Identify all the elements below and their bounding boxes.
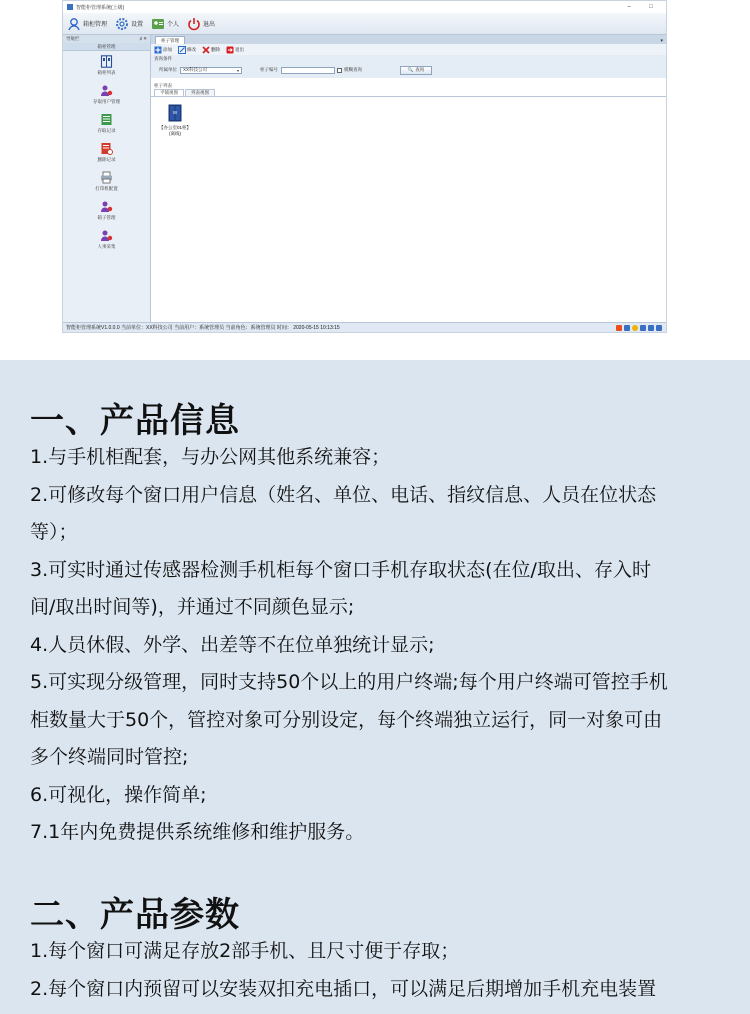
toolbar-personal-button[interactable] [151,17,179,31]
cabinet-tile[interactable] [155,104,195,137]
section1-line: 6.可视化，操作简单; [30,783,207,806]
toolbar-label: 设置 [131,22,144,28]
section1-line: 间/取出时间等)，并通过不同颜色显示; [30,596,355,618]
title-bar [63,1,666,13]
nav-item-printer-config[interactable] [63,167,150,196]
action-label: 添加 [163,46,172,52]
section1-line: 3.可实时通过传感器检测手机柜每个窗口手机存取状态(在位/取出、存入时 [30,558,651,581]
minimize-button[interactable]: – [627,4,631,10]
microphone-icon[interactable] [640,325,646,331]
action-label: 修改 [187,46,196,52]
nav-item-label: 箱柜列表 [97,70,116,75]
cabinet-tile-status: (离线) [169,131,181,136]
exit-button[interactable] [226,46,244,54]
nav-header-title: 导航栏 [66,36,80,41]
nav-item-box-manage[interactable] [63,196,150,225]
unit-label: 所属单位 [159,67,177,72]
section1-line: 7.1年内免费提供系统维修和维护服务。 [30,821,365,843]
section1-body [30,439,730,852]
toolbar-settings-button[interactable] [115,17,143,31]
cabinet-icon [100,55,113,68]
search-icon: 🔍 [407,67,414,72]
cabinet-user-icon [67,17,81,31]
tab-cabinet-manage[interactable]: 柜子管理 [155,36,185,44]
app-window [62,0,667,333]
section1-title: 一、产品信息 [30,401,240,441]
tab-list-view[interactable]: 列表视图 [185,89,215,96]
section1-line: 多个终端同时管控; [30,746,189,768]
cabinet-icon [168,104,182,122]
nav-pin-close[interactable]: ♯ ✕ [139,36,147,41]
action-toolbar [151,44,666,55]
section1-line: 4.人员休假、外学、出差等不在位单独统计显示; [30,633,435,656]
tab-tile-view[interactable]: 平铺视图 [154,89,184,96]
power-icon [187,17,201,31]
section2-line: 1.每个窗口可满足存放2部手机、且尺寸便于存取； [30,940,460,962]
search-button[interactable] [400,66,432,75]
keyboard-icon[interactable] [648,325,654,331]
maximize-button[interactable]: □ [649,4,653,10]
section2-line: 2.每个窗口内预留可以安装双扣充电插口，可以满足后期增加手机充电装置 [30,977,657,1000]
status-bar [63,322,666,332]
section2-title: 二、产品参数 [30,895,240,935]
action-label: 退出 [235,46,244,52]
record-icon [100,113,113,126]
edit-button[interactable] [178,46,196,54]
app-icon [67,4,73,10]
section2-body [30,933,730,1008]
description-panel [0,360,750,1014]
add-button[interactable] [154,46,172,54]
nav-item-cabinet-list[interactable] [63,51,150,80]
toolbar-cabinet-manage-button[interactable] [67,17,107,31]
nav-item-delete-record[interactable] [63,138,150,167]
section1-line: 等）； [30,521,78,543]
tab-dropdown-button[interactable]: ▾ [660,38,663,44]
fuzzy-query-label: 模糊查询 [344,67,362,72]
language-icon[interactable] [624,325,630,331]
emoji-icon[interactable] [632,325,638,331]
view-tabs [151,89,666,97]
toolbox-icon[interactable] [656,325,662,331]
nav-item-label: 删除记录 [97,157,116,162]
edit-icon [178,46,186,54]
query-row [151,62,666,78]
nav-item-user-manage[interactable] [63,80,150,109]
main-toolbar [63,13,666,35]
fuzzy-query-checkbox[interactable] [337,68,342,73]
input-method-icon[interactable] [616,325,622,331]
delete-record-icon [100,142,113,155]
toolbar-exit-button[interactable] [187,17,215,31]
person-icon [151,17,165,31]
search-button-label: 查询 [415,67,425,72]
nav-item-label: 人事采集 [97,244,116,249]
main-content [151,35,666,322]
cabinet-number-input[interactable] [281,67,335,74]
cabinet-list-title: 柜子列表 [154,83,172,88]
personnel-icon [100,229,113,242]
nav-item-access-record[interactable] [63,109,150,138]
section1-line: 1.与手机柜配套，与办公网其他系统兼容； [30,446,391,468]
delete-button[interactable] [202,46,220,54]
nav-item-label: 打印机配置 [95,186,118,191]
box-manage-icon [100,200,113,213]
toolbar-label: 退出 [203,22,216,28]
query-section-title: 查询条件 [151,55,666,62]
add-icon [154,46,162,54]
workspace [63,35,666,322]
toolbar-label: 个人 [167,22,180,28]
nav-header [63,35,150,43]
document-tabs [151,35,666,44]
chevron-down-icon: ▾ [236,67,239,73]
toolbar-label: 箱柜管理 [83,22,108,28]
section1-line: 2.可修改每个窗口用户信息（姓名、单位、电话、指纹信息、人员在位状态 [30,483,657,506]
gear-icon [115,17,129,31]
action-label: 删除 [211,46,220,52]
unit-select[interactable] [180,67,242,74]
status-text: 智能柜管理系统V1.0.0.0 当前单位：XX科技公司 当前用户：系统管理员 当前角色：系统管理员 时间： 2020-05-15 10:13:15 [66,325,340,331]
nav-item-personnel[interactable] [63,225,150,254]
exit-icon [226,46,234,54]
window-title: 智能柜管理系统(上级) [76,4,125,11]
nav-item-label: 存取用户管理 [93,99,120,104]
section1-line: 5.可实现分级管理，同时支持50个以上的用户终端;每个用户终端可管控手机 [30,671,668,693]
nav-item-label: 箱子管理 [97,215,116,220]
delete-icon [202,46,210,54]
nav-item-label: 存取记录 [97,128,116,133]
unit-select-value: XX科技公司 [183,67,208,72]
nav-group-title[interactable]: 箱柜管理 [63,43,150,51]
user-manage-icon [100,84,113,97]
navigation-panel [63,35,151,322]
printer-icon [100,171,113,184]
system-tray [614,325,662,331]
cabinet-number-label: 柜子编号 [260,67,278,72]
section1-line: 柜数量大于50个，管控对象可分别设定，每个终端独立运行，同一对象可由 [30,708,663,731]
cabinet-tile-name: 【办公室01柜】 [158,125,191,130]
